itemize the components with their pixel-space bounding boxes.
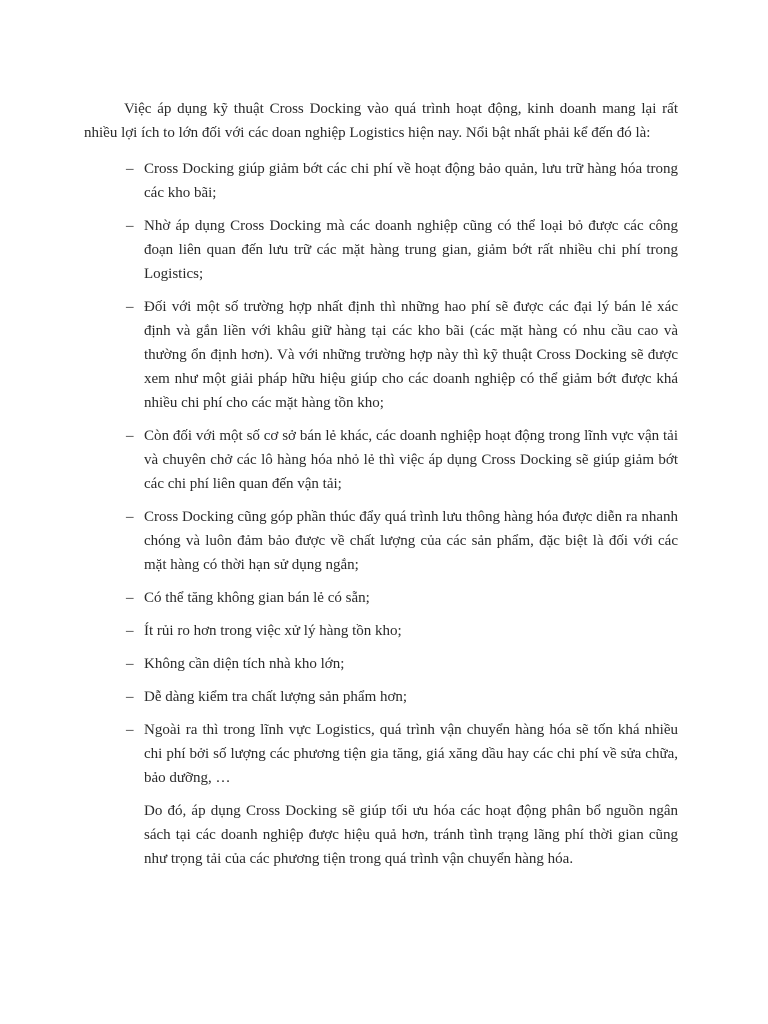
list-item (84, 652, 678, 676)
bullet-dash: – (126, 428, 134, 444)
list-item-text: Đối với một số trường hợp nhất định thì những hao phí sẽ được các đại lý bán lẻ xác định và gắn liền với khâu giữ hàng tại các kho bãi (các mặt hàng có nhu cầu cao và thường ổn định hơn). Và với những trường hợp này thì kỹ thuật Cross Docking sẽ được xem như một giải pháp hữu hiệu giúp cho các doanh nghiệp có thể giảm bớt được khá nhiều chi phí cho các mặt hàng tồn kho; (144, 299, 678, 411)
bullet-dash: – (126, 656, 134, 672)
list-item-text: Cross Docking giúp giảm bớt các chi phí về hoạt động bảo quản, lưu trữ hàng hóa trong các kho bãi; (144, 161, 678, 201)
list-item-text: Dễ dàng kiểm tra chất lượng sản phẩm hơn; (144, 689, 408, 705)
list-item (84, 586, 678, 610)
list-item (84, 619, 678, 643)
bullet-dash: – (126, 218, 134, 234)
bullet-dash: – (126, 623, 134, 639)
list-item (84, 505, 678, 577)
bullet-dash: – (126, 689, 134, 705)
list-item (84, 424, 678, 496)
list-item-text: Có thể tăng không gian bán lẻ có sẵn; (144, 590, 370, 606)
bullet-dash: – (126, 722, 134, 738)
bullet-dash: – (126, 161, 134, 177)
bullet-dash: – (126, 299, 134, 315)
intro-paragraph: Việc áp dụng kỹ thuật Cross Docking vào quá trình hoạt động, kinh doanh mang lại rất nhiều lợi ích to lớn đối với các doan nghiệp Logistics hiện nay. Nổi bật nhất phải kể đến đó là: (84, 101, 678, 141)
list-item (84, 295, 678, 415)
list-item-text: Không cần diện tích nhà kho lớn; (144, 656, 345, 672)
bullet-dash: – (126, 590, 134, 606)
list-item (84, 718, 678, 790)
bullet-dash: – (126, 509, 134, 525)
list-item (84, 214, 678, 286)
list-item-text: Ít rủi ro hơn trong việc xử lý hàng tồn kho; (144, 623, 402, 639)
list-item (84, 157, 678, 205)
conclusion-paragraph: Do đó, áp dụng Cross Docking sẽ giúp tối ưu hóa các hoạt động phân bổ nguồn ngân sách tại các doanh nghiệp được hiệu quả hơn, tránh tình trạng lãng phí thời gian cũng như trọng tải của các phương tiện trong quá trình vận chuyển hàng hóa. (144, 803, 678, 867)
list-item-text: Nhờ áp dụng Cross Docking mà các doanh nghiệp cũng có thể loại bỏ được các công đoạn liên quan đến lưu trữ các mặt hàng trung gian, giảm bớt rất nhiều chi phí trong Logistics; (144, 218, 678, 282)
list-item (84, 685, 678, 709)
list-item-text: Cross Docking cũng góp phần thúc đẩy quá trình lưu thông hàng hóa được diễn ra nhanh chóng và luôn đảm bảo được về chất lượng của các sản phẩm, đặc biệt là đối với các mặt hàng có thời hạn sử dụng ngắn; (144, 509, 678, 573)
benefits-list (84, 157, 678, 790)
list-item-text: Ngoài ra thì trong lĩnh vực Logistics, quá trình vận chuyển hàng hóa sẽ tốn khá nhiều chi phí bởi số lượng các phương tiện gia tăng, giá xăng dầu hay các chi phí về sửa chữa, bảo dưỡng, … (144, 722, 678, 786)
document-body (84, 97, 678, 871)
list-item-text: Còn đối với một số cơ sở bán lẻ khác, các doanh nghiệp hoạt động trong lĩnh vực vận tải và chuyên chở các lô hàng hóa nhỏ lẻ thì việc áp dụng Cross Docking sẽ giúp giảm bớt các chi phí liên quan đến vận tải; (144, 428, 678, 492)
